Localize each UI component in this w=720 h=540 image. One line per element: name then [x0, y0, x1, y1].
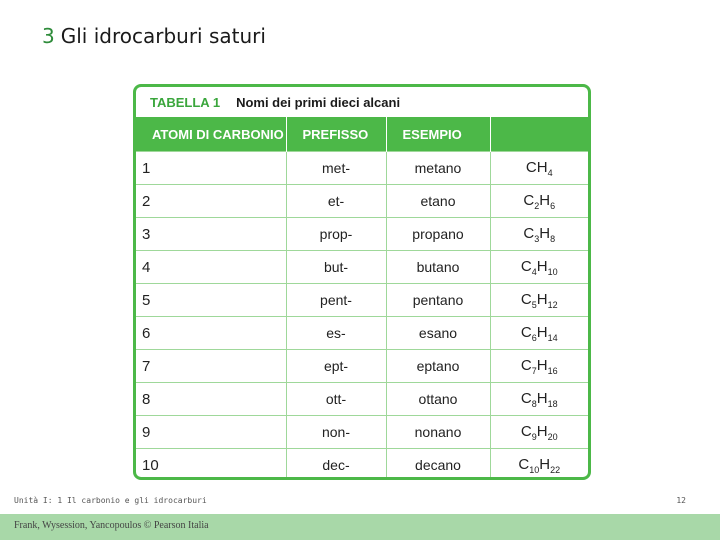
table-row: [136, 218, 588, 251]
cell-atoms: 7: [136, 350, 286, 383]
formula-element: C: [523, 191, 535, 209]
formula-subscript: 16: [547, 365, 558, 376]
formula-subscript: 10: [529, 464, 540, 475]
table-row: [136, 284, 588, 317]
formula-subscript: 8: [550, 233, 556, 244]
formula-element: H: [536, 389, 548, 407]
table-row: [136, 152, 588, 185]
cell-prefix: non-: [286, 416, 386, 449]
alkanes-table-card: [133, 84, 591, 480]
formula-subscript: 3: [534, 233, 540, 244]
table-row: [136, 350, 588, 383]
cell-example: decano: [386, 449, 490, 481]
alkanes-table: [136, 117, 588, 480]
cell-formula: [490, 152, 588, 185]
cell-atoms: 10: [136, 449, 286, 481]
formula-element: H: [539, 191, 551, 209]
cell-formula: [490, 416, 588, 449]
cell-example: propano: [386, 218, 490, 251]
formula-subscript: 6: [531, 332, 537, 343]
formula-element: C: [520, 290, 532, 308]
formula-subscript: 14: [547, 332, 558, 343]
cell-atoms: 1: [136, 152, 286, 185]
cell-atoms: 4: [136, 251, 286, 284]
formula-subscript: 18: [547, 398, 558, 409]
cell-formula: [490, 284, 588, 317]
cell-atoms: 9: [136, 416, 286, 449]
formula-subscript: 5: [531, 299, 537, 310]
cell-example: eptano: [386, 350, 490, 383]
cell-example: pentano: [386, 284, 490, 317]
cell-example: etano: [386, 185, 490, 218]
formula-subscript: 7: [531, 365, 537, 376]
formula-element: H: [536, 257, 548, 275]
header-prefix: PREFISSO: [286, 117, 386, 152]
table-row: [136, 185, 588, 218]
table-label: TABELLA 1: [150, 94, 221, 110]
formula-element: C: [520, 389, 532, 407]
cell-atoms: 6: [136, 317, 286, 350]
table-row: [136, 449, 588, 481]
formula-element: C: [518, 455, 530, 473]
formula-element: H: [536, 422, 548, 440]
cell-formula: [490, 251, 588, 284]
table-header-row: [136, 117, 588, 152]
table-row: [136, 383, 588, 416]
formula-subscript: 8: [531, 398, 537, 409]
formula-element: H: [536, 323, 548, 341]
cell-example: esano: [386, 317, 490, 350]
page-number: 12: [676, 496, 686, 505]
formula-element: H: [536, 290, 548, 308]
cell-prefix: met-: [286, 152, 386, 185]
formula-subscript: 10: [547, 266, 558, 277]
footer-unit-label: Unità I: 1 Il carbonio e gli idrocarburi: [14, 496, 207, 505]
formula-subscript: 12: [547, 299, 558, 310]
formula-subscript: 20: [547, 431, 558, 442]
cell-formula: [490, 185, 588, 218]
header-atoms: ATOMI DI CARBONIO: [136, 117, 286, 152]
cell-prefix: ept-: [286, 350, 386, 383]
formula-element: H: [539, 224, 551, 242]
formula-subscript: 4: [531, 266, 537, 277]
cell-example: nonano: [386, 416, 490, 449]
cell-atoms: 8: [136, 383, 286, 416]
cell-prefix: but-: [286, 251, 386, 284]
table-body: [136, 152, 588, 481]
formula-element: C: [523, 224, 535, 242]
footer-bar: [0, 514, 720, 540]
cell-prefix: es-: [286, 317, 386, 350]
formula-element: H: [536, 356, 548, 374]
formula-subscript: 4: [547, 167, 553, 178]
header-example: ESEMPIO: [386, 117, 490, 152]
table-title: Nomi dei primi dieci alcani: [236, 94, 401, 110]
cell-formula: [490, 350, 588, 383]
cell-formula: [490, 218, 588, 251]
cell-atoms: 5: [136, 284, 286, 317]
formula-subscript: 9: [531, 431, 537, 442]
formula-subscript: 2: [534, 200, 540, 211]
formula-element: C: [520, 356, 532, 374]
slide-title: [42, 24, 266, 48]
cell-prefix: pent-: [286, 284, 386, 317]
formula-subscript: 6: [550, 200, 556, 211]
cell-example: ottano: [386, 383, 490, 416]
slide-number: 3: [42, 24, 55, 48]
header-formula: [490, 117, 588, 152]
cell-example: metano: [386, 152, 490, 185]
formula-element: C: [525, 158, 537, 176]
cell-prefix: et-: [286, 185, 386, 218]
footer-credit: Frank, Wysession, Yancopoulos © Pearson Italia: [14, 520, 209, 531]
formula-element: C: [520, 422, 532, 440]
cell-formula: [490, 449, 588, 481]
slide-title-text: Gli idrocarburi saturi: [60, 24, 266, 48]
formula-element: C: [520, 323, 532, 341]
table-row: [136, 416, 588, 449]
cell-prefix: dec-: [286, 449, 386, 481]
formula-element: H: [539, 455, 551, 473]
table-row: [136, 251, 588, 284]
cell-example: butano: [386, 251, 490, 284]
formula-element: C: [520, 257, 532, 275]
cell-atoms: 3: [136, 218, 286, 251]
cell-prefix: ott-: [286, 383, 386, 416]
formula-subscript: 22: [550, 464, 561, 475]
cell-atoms: 2: [136, 185, 286, 218]
formula-element: H: [536, 158, 548, 176]
table-row: [136, 317, 588, 350]
cell-prefix: prop-: [286, 218, 386, 251]
cell-formula: [490, 317, 588, 350]
cell-formula: [490, 383, 588, 416]
table-caption: [136, 87, 588, 117]
